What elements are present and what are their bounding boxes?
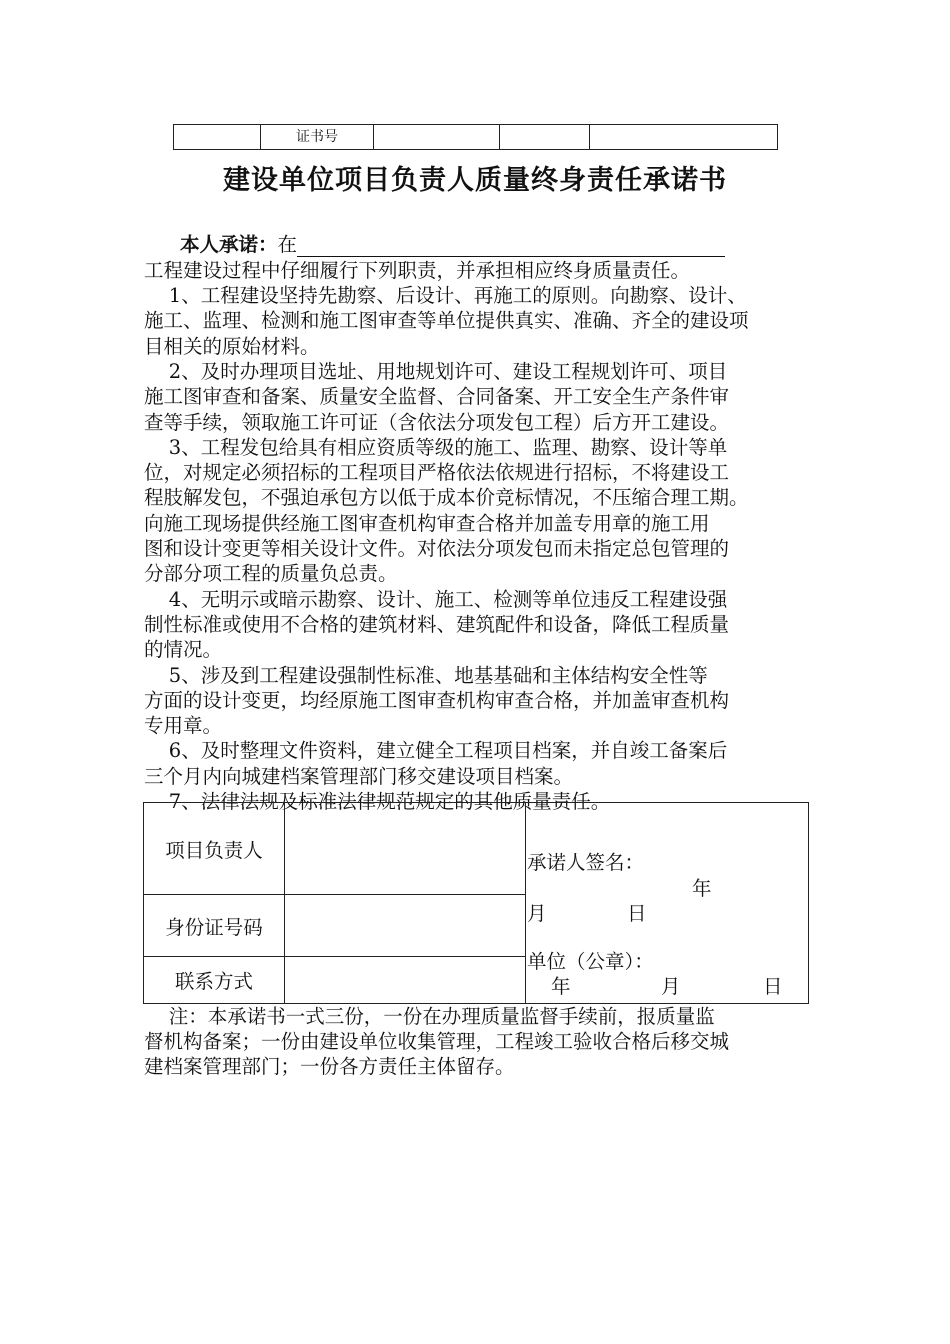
cert-number-label: 证书号 [261, 125, 374, 150]
body-line: 制性标准或使用不合格的建筑材料、建筑配件和设备，降低工程质量 [144, 612, 730, 636]
body-line: 图和设计变更等相关设计文件。对依法分项发包而未指定总包管理的 [144, 537, 730, 560]
contact-field[interactable] [285, 957, 526, 1004]
intro-line-2: 工程建设过程中仔细履行下列职责，并承担相应终身质量责任。 [144, 259, 691, 282]
cert-cell-empty-1 [174, 125, 261, 150]
seal-year: 年 [551, 975, 571, 998]
sign-year: 年 [692, 877, 712, 900]
project-name-blank[interactable] [297, 236, 725, 257]
id-number-label: 身份证号码 [144, 895, 285, 957]
body-line: 向施工现场提供经施工图审查机构审查合格并加盖专用章的施工用 [144, 511, 710, 535]
body-line: 查等手续，领取施工许可证（含依法分项发包工程）后方开工建设。 [144, 410, 730, 434]
intro-line-1 [180, 232, 850, 257]
note-line: 注：本承诺书一式三份，一份在办理质量监督手续前，报质量监 [144, 1005, 715, 1028]
body-line: 目相关的原始材料。 [144, 334, 320, 358]
body-line: 3、工程发包给具有相应资质等级的施工、监理、勘察、设计等单 [144, 435, 728, 459]
project-leader-field[interactable] [285, 803, 526, 895]
document-title: 建设单位项目负责人质量终身责任承诺书 [223, 165, 727, 196]
cert-cell-empty-2 [374, 125, 500, 150]
body-line: 1、工程建设坚持先勘察、后设计、再施工的原则。向勘察、设计、 [144, 284, 747, 307]
intro-lead: 本人承诺： [180, 233, 278, 256]
body-line: 的情况。 [144, 638, 223, 662]
signature-area [526, 803, 809, 1004]
body-line: 程肢解发包，不强迫承包方以低于成本价竞标情况，不压缩合理工期。 [144, 486, 749, 510]
intro-prefix: 在 [277, 233, 298, 256]
sign-month: 月 [527, 902, 547, 925]
body-line: 6、及时整理文件资料，建立健全工程项目档案，并自竣工备案后 [144, 739, 728, 763]
id-number-field[interactable] [285, 895, 526, 957]
sign-day: 日 [627, 902, 647, 925]
note-line: 建档案管理部门；一份各方责任主体留存。 [144, 1055, 515, 1078]
cert-cell-empty-3 [500, 125, 590, 150]
body-line: 2、及时办理项目选址、用地规划许可、建设工程规划许可、项目 [144, 359, 728, 383]
body-line: 方面的设计变更，均经原施工图审查机构审查合格，并加盖审查机构 [144, 688, 730, 712]
body-line: 分部分项工程的质量负总责。 [144, 562, 398, 586]
body-line: 专用章。 [144, 714, 223, 738]
seal-day: 日 [763, 975, 783, 998]
unit-seal-label: 单位（公章）： [527, 950, 654, 973]
seal-month: 月 [661, 975, 681, 998]
body-line: 5、涉及到工程建设强制性标准、地基基础和主体结构安全性等 [144, 663, 708, 687]
body-line: 施工图审查和备案、质量安全监督、合同备案、开工安全生产条件审 [144, 385, 730, 409]
signature-table [143, 802, 809, 1004]
body-line: 三个月内向城建档案管理部门移交建设项目档案。 [144, 764, 574, 788]
signer-label: 承诺人签名： [527, 851, 645, 874]
cert-cell-empty-4 [590, 125, 778, 150]
note-line: 督机构备案；一份由建设单位收集管理，工程竣工验收合格后移交城 [144, 1030, 730, 1053]
body-line: 施工、监理、检测和施工图审查等单位提供真实、准确、齐全的建设项 [144, 309, 749, 333]
body-line: 7、法律法规及标准法律规范规定的其他质量责任。 [144, 790, 611, 813]
contact-label: 联系方式 [144, 957, 285, 1004]
body-line: 位，对规定必须招标的工程项目严格依法依规进行招标，不将建设工 [144, 461, 730, 485]
project-leader-label: 项目负责人 [144, 803, 285, 895]
body-line: 4、无明示或暗示勘察、设计、施工、检测等单位违反工程建设强 [144, 587, 728, 611]
certificate-number-table [173, 124, 778, 150]
